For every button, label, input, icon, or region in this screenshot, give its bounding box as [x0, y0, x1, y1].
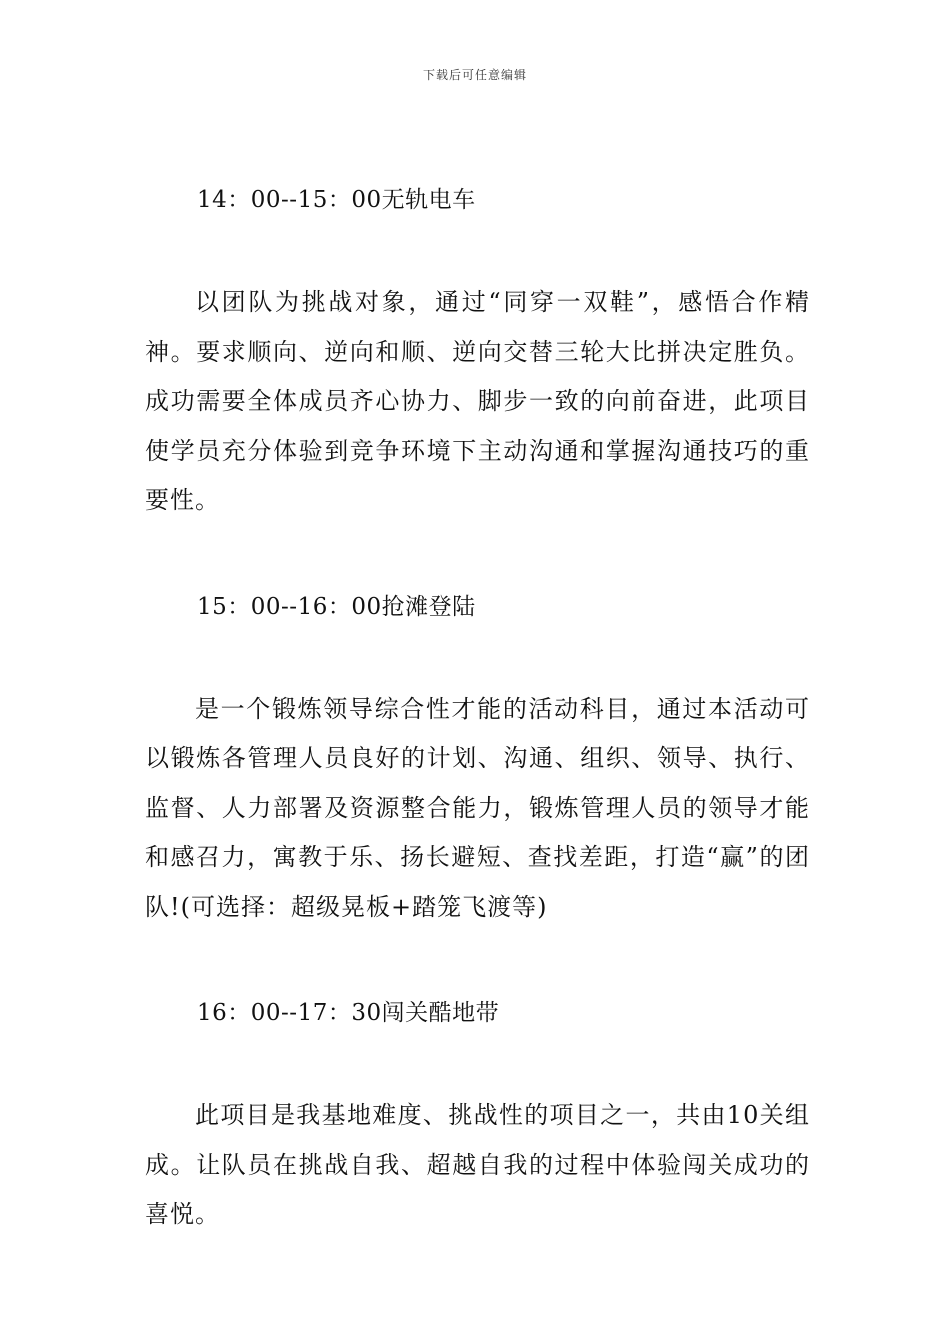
section-paragraph: 是一个锻炼领导综合性才能的活动科目，通过本活动可以锻炼各管理人员良好的计划、沟通、组织、领导、执行、监督、人力部署及资源整合能力，锻炼管理人员的领导才能和感召力，寓教于乐、扬长避短、查找差距，打造“赢”的团队!(可选择：超级晃板+踏笼飞渡等) — [145, 694, 810, 921]
section-paragraph: 以团队为挑战对象，通过“同穿一双鞋”，感悟合作精神。要求顺向、逆向和顺、逆向交替三轮大比拼决定胜负。成功需要全体成员齐心协力、脚步一致的向前奋进，此项目使学员充分体验到竞争环境下主动沟通和掌握沟通技巧的重要性。 — [145, 288, 810, 514]
section-heading: 14：00--15：00无轨电车 — [197, 187, 476, 213]
header-note: 下载后可任意编辑 — [422, 68, 527, 82]
section-heading: 16：00--17：30闯关酷地带 — [197, 1000, 500, 1026]
document-body — [145, 180, 810, 1240]
section-paragraph: 此项目是我基地难度、挑战性的项目之一，共由10关组成。让队员在挑战自我、超越自我的过程中体验闯关成功的喜悦。 — [145, 1101, 810, 1228]
section-beach-landing — [145, 587, 810, 933]
section-obstacle-zone — [145, 993, 810, 1240]
section-heading: 15：00--16：00抢滩登陆 — [197, 593, 476, 620]
section-trackless-tram — [145, 180, 810, 526]
